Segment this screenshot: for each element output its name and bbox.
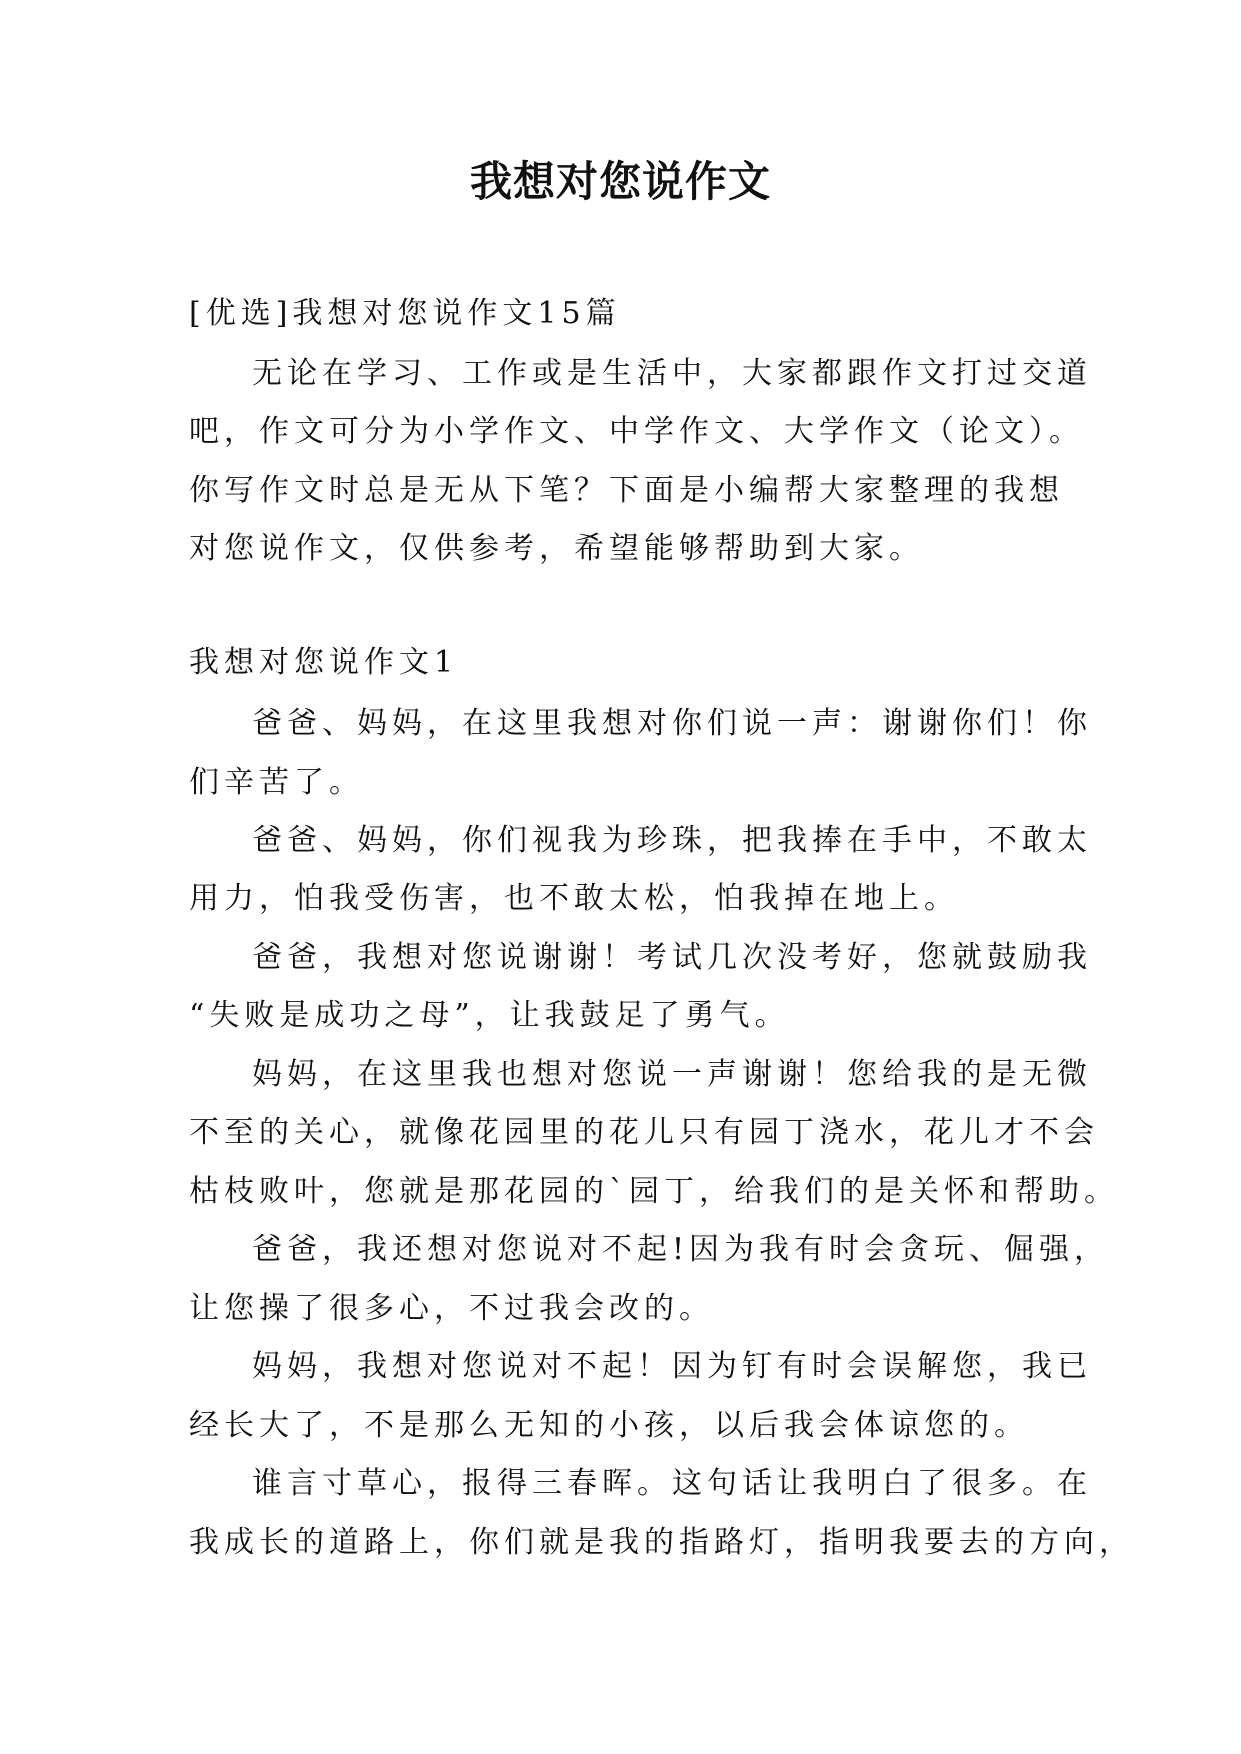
body-line-10: 爸爸，我还想对您说对不起!因为我有时会贪玩、倔强， — [252, 1232, 1110, 1267]
body-line-3: 爸爸、妈妈，你们视我为珍珠，把我捧在手中，不敢太 — [252, 823, 1092, 858]
body-line-15: 我成长的道路上，你们就是我的指路灯，指明我要去的方向， — [189, 1525, 1134, 1560]
body-line-9: 枯枝败叶，您就是那花园的`园丁，给我们的是关怀和帮助。 — [189, 1174, 1119, 1209]
intro-line-1: 无论在学习、工作或是生活中，大家都跟作文打过交道 — [252, 356, 1092, 391]
body-line-8: 不至的关心，就像花园里的花儿只有园丁浇水，花儿才不会 — [189, 1115, 1099, 1150]
subtitle-line: [优选]我想对您说作文15篇 — [189, 296, 621, 331]
body-line-11: 让您操了很多心，不过我会改的。 — [189, 1291, 714, 1326]
intro-line-4: 对您说作文，仅供参考，希望能够帮助到大家。 — [189, 531, 924, 566]
body-line-6: “失败是成功之母”，让我鼓足了勇气。 — [189, 998, 790, 1033]
body-line-4: 用力，怕我受伤害，也不敢太松，怕我掉在地上。 — [189, 881, 959, 916]
body-line-12: 妈妈，我想对您说对不起！因为钉有时会误解您，我已 — [252, 1349, 1092, 1384]
body-line-7: 妈妈，在这里我也想对您说一声谢谢！您给我的是无微 — [252, 1057, 1092, 1092]
body-line-5: 爸爸，我想对您说谢谢！考试几次没考好，您就鼓励我 — [252, 940, 1092, 975]
intro-line-3: 你写作文时总是无从下笔？下面是小编帮大家整理的我想 — [189, 473, 1064, 508]
document-title: 我想对您说作文 — [469, 157, 771, 206]
intro-line-2: 吧，作文可分为小学作文、中学作文、大学作文（论文）。 — [189, 414, 1084, 449]
section-heading: 我想对您说作文1 — [189, 645, 459, 680]
body-line-2: 们辛苦了。 — [189, 765, 364, 800]
body-line-13: 经长大了，不是那么无知的小孩，以后我会体谅您的。 — [189, 1408, 1029, 1443]
body-line-14: 谁言寸草心，报得三春晖。这句话让我明白了很多。在 — [252, 1466, 1092, 1501]
body-line-1: 爸爸、妈妈，在这里我想对你们说一声：谢谢你们！你 — [252, 706, 1092, 741]
